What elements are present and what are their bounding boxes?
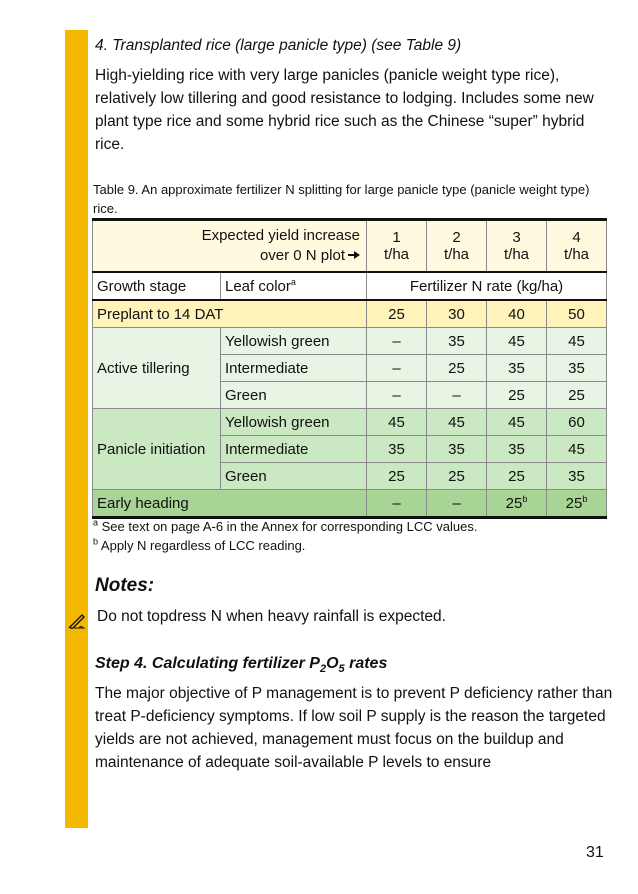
table-cell: 35	[427, 436, 487, 463]
table-cell: 45	[547, 436, 607, 463]
yield-col-2: 2 t/ha	[427, 220, 487, 273]
section-title: 4. Transplanted rice (large panicle type) (see Table 9)	[95, 37, 462, 54]
leaf-color-cell: Yellowish green	[221, 328, 367, 355]
notes-heading: Notes:	[95, 575, 155, 596]
table-cell: 40	[487, 300, 547, 328]
table-header-row	[93, 220, 607, 273]
table-row-preplant	[93, 300, 607, 328]
table-cell: 45	[367, 409, 427, 436]
table-cell: –	[367, 382, 427, 409]
growth-stage-header: Growth stage	[93, 272, 221, 300]
leaf-color-cell: Green	[221, 463, 367, 490]
table-cell: 45	[547, 328, 607, 355]
table-cell: 45	[427, 409, 487, 436]
table-cell: 25	[367, 463, 427, 490]
leaf-color-cell: Intermediate	[221, 436, 367, 463]
table-cell: 50	[547, 300, 607, 328]
active-tillering-label: Active tillering	[93, 328, 221, 409]
table-cell: –	[427, 382, 487, 409]
arrow-right-icon	[348, 250, 360, 260]
table-cell: 25$^b$	[487, 490, 547, 518]
table-subheader-row	[93, 272, 607, 300]
writing-hand-icon	[68, 613, 86, 629]
table-cell: 35	[487, 436, 547, 463]
intro-paragraph: High-yielding rice with very large panicles (panicle weight type rice), relatively low tillering and good resistance to lodging. Includes some new plant type rice and some hybrid rice such as the Chinese “super” hybrid rice.	[95, 67, 594, 153]
table-cell: 45	[487, 409, 547, 436]
yield-header-line2: over 0 N plot	[259, 247, 345, 264]
fertilizer-table	[92, 218, 607, 519]
yield-col-1: 1 t/ha	[367, 220, 427, 273]
table-cell: 25	[427, 463, 487, 490]
leaf-color-cell: Yellowish green	[221, 409, 367, 436]
table-row	[93, 409, 607, 436]
table-cell: 30	[427, 300, 487, 328]
page-number: 31	[586, 844, 604, 861]
preplant-label: Preplant to 14 DAT	[93, 300, 367, 328]
margin-stripe	[65, 30, 88, 828]
table-row-early-heading	[93, 490, 607, 518]
table-cell: –	[427, 490, 487, 518]
table-caption: Table 9. An approximate fertilizer N splitting for large panicle type (panicle weight type) rice.	[93, 182, 590, 216]
table-cell: –	[367, 490, 427, 518]
table-cell: 35	[487, 355, 547, 382]
leaf-color-header: Leaf color$^a$	[221, 272, 367, 300]
table-cell: 25	[367, 300, 427, 328]
table-cell: 25	[427, 355, 487, 382]
yield-col-4: 4 t/ha	[547, 220, 607, 273]
yield-header	[93, 220, 367, 273]
yield-header-line1: Expected yield increase	[201, 227, 360, 244]
panicle-initiation-label: Panicle initiation	[93, 409, 221, 490]
step-heading: Step 4. Calculating fertilizer $P_2O_5$ rates	[95, 655, 388, 676]
table-cell: 45	[487, 328, 547, 355]
rate-header: Fertilizer N rate (kg/ha)	[367, 272, 607, 300]
table-cell: 35	[547, 355, 607, 382]
table-cell: 25	[487, 463, 547, 490]
early-heading-label: Early heading	[93, 490, 367, 518]
yield-col-3: 3 t/ha	[487, 220, 547, 273]
leaf-color-cell: Intermediate	[221, 355, 367, 382]
table-cell: 25	[547, 382, 607, 409]
note-text: Do not topdress N when heavy rainfall is expected.	[97, 608, 446, 625]
table-cell: 35	[547, 463, 607, 490]
table-cell: –	[367, 355, 427, 382]
table-cell: 25$^b$	[547, 490, 607, 518]
table-cell: 25	[487, 382, 547, 409]
table-cell: 35	[427, 328, 487, 355]
body-paragraph: The major objective of P management is to prevent P deficiency rather than treat P-deficiency symptoms. If low soil P supply is the reason the targeted yields are not achieved, management must focus on the buildup and maintenance of adequate soil-available P levels to ensure	[95, 685, 613, 771]
footnote-a: $^a$ See text on page A-6 in the Annex for corresponding LCC values.	[93, 517, 478, 534]
footnote-b: $^b$ Apply N regardless of LCC reading.	[93, 536, 306, 553]
table-cell: –	[367, 328, 427, 355]
table-row	[93, 328, 607, 355]
table-cell: 60	[547, 409, 607, 436]
table-cell: 35	[367, 436, 427, 463]
leaf-color-cell: Green	[221, 382, 367, 409]
